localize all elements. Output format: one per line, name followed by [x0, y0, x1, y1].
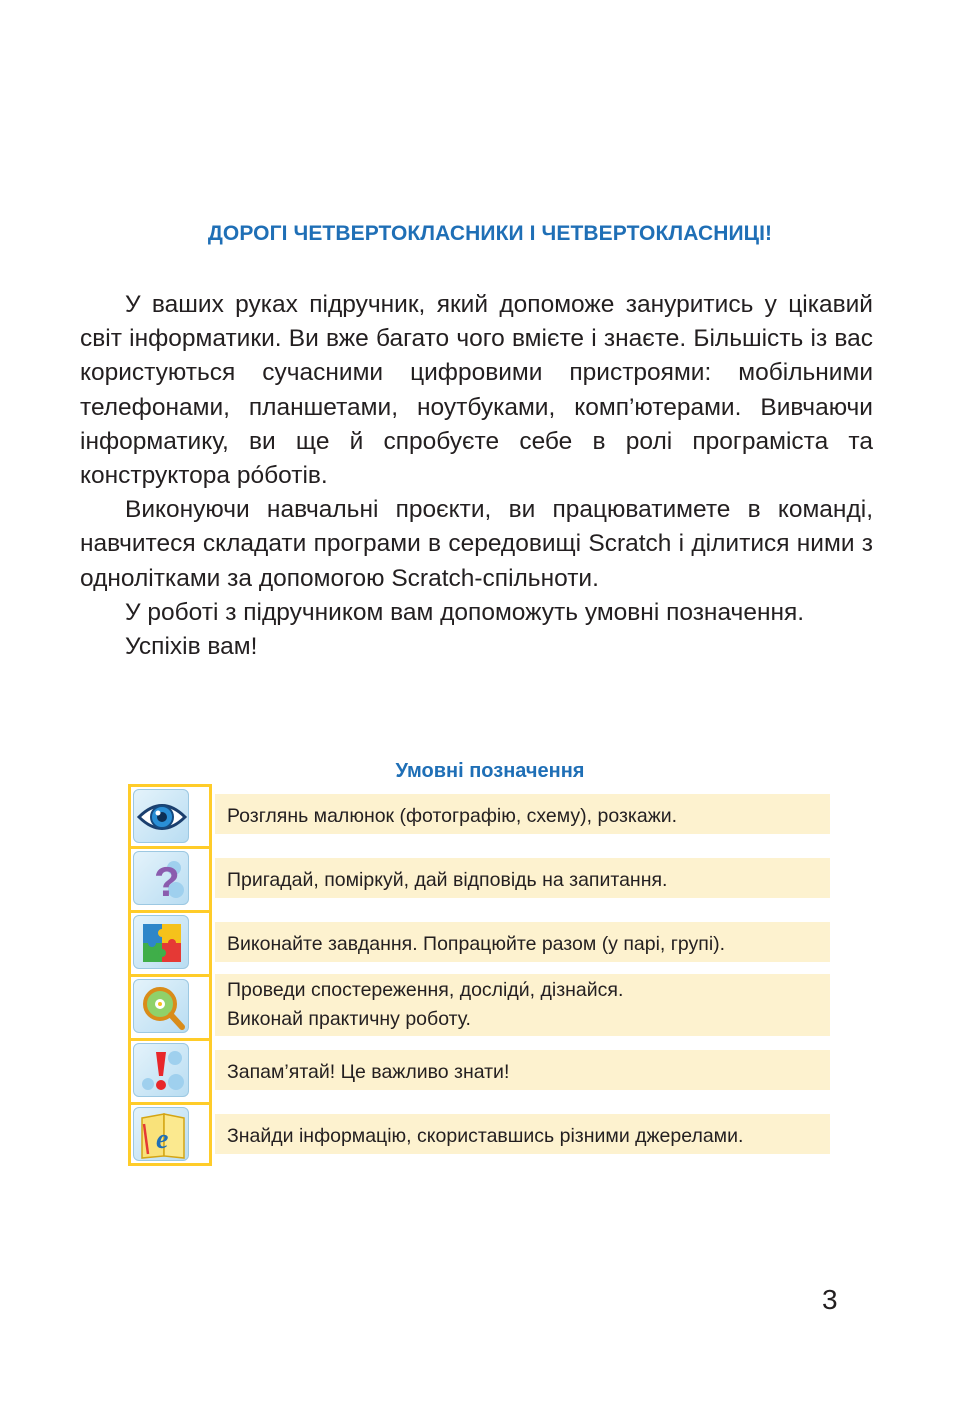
icon-box: [128, 1038, 212, 1102]
legend-title: Умовні позначення: [395, 760, 585, 782]
intro-text: [80, 288, 873, 664]
question-icon: [133, 851, 189, 905]
eye-icon: [133, 789, 189, 843]
legend-text: Пригадай, поміркуй, дай відповідь на запитання.: [215, 858, 830, 898]
legend-item: [128, 974, 830, 1038]
legend-text: Виконайте завдання. Попрацюйте разом (у парі, групі).: [215, 922, 830, 962]
paragraph: У ваших руках підручник, який допоможе зануритись у цікавий світ інформатики. Ви вже багато чого вмієте і знаєте. Більшість із вас користуються сучасними цифровими пристроями: мобільними телефонами, планшетами, ноутбуками, комп’ютерами. Вивчаючи інформатику, ви ще й спробуєте себе в ролі програміста та конструктора ро́ботів.: [80, 291, 873, 490]
book-internet-icon: [133, 1107, 189, 1161]
page-heading: ДОРОГІ ЧЕТВЕРТОКЛАСНИКИ І ЧЕТВЕРТОКЛАСНИЦІ!: [207, 222, 773, 245]
legend-item: [128, 846, 830, 910]
legend-text-line: Виконай практичну роботу.: [227, 1008, 471, 1030]
legend-item: [128, 1102, 830, 1166]
exclamation-icon: [133, 1043, 189, 1097]
icon-box: [128, 910, 212, 974]
icon-box: [128, 974, 212, 1038]
icon-box: [128, 846, 212, 910]
paragraph: Виконуючи навчальні проєкти, ви працюватимете в команді, навчитеся складати програми в середовищі Scratch і ділитися ними з однолітками за допомогою Scratch-спільноти.: [80, 496, 873, 592]
icon-box: [128, 1102, 212, 1166]
legend-item: [128, 910, 830, 974]
magnifier-icon: [133, 979, 189, 1033]
page-number: 3: [822, 1284, 838, 1315]
puzzle-icon: [133, 915, 189, 969]
paragraph: У роботі з підручником вам допоможуть умовні позначення.: [125, 598, 805, 626]
legend-item: [128, 1038, 830, 1102]
legend-text: Розглянь малюнок (фотографію, схему), розкажи.: [215, 794, 830, 834]
paragraph: Успіхів вам!: [125, 633, 258, 661]
legend-item: [128, 784, 830, 846]
legend-text: Знайди інформацію, скориставшись різними джерелами.: [215, 1114, 830, 1154]
legend-text: Запам’ятай! Це важливо знати!: [215, 1050, 830, 1090]
legend-text-line: Проведи спостереження, досліди́, дізнайся.: [227, 979, 624, 1001]
icon-box: [128, 784, 212, 846]
svg-text:e: e: [156, 1124, 169, 1155]
legend-text: [215, 974, 830, 1036]
svg-text:?: ?: [154, 858, 180, 905]
